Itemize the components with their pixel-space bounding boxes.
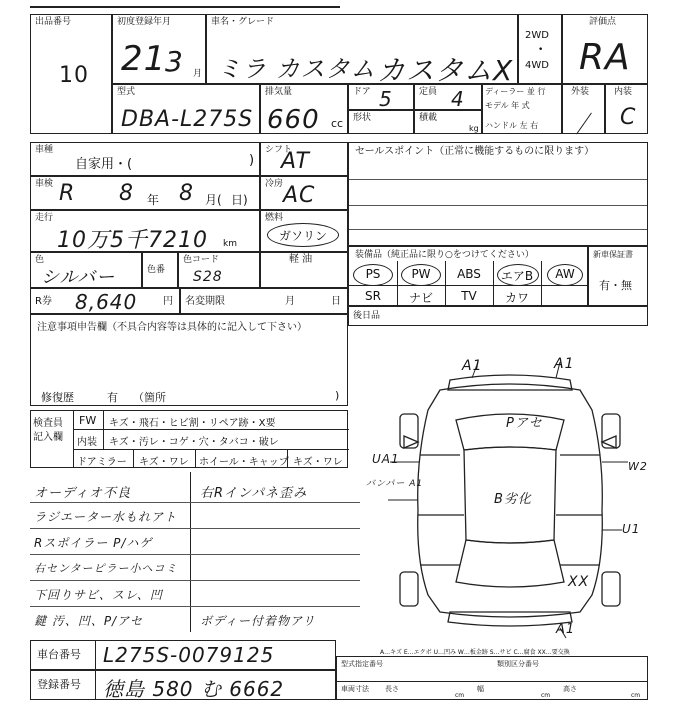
car-name: ミラ カスタム bbox=[217, 55, 376, 83]
equipment-label: 装備品（純正品に限り○をつけてください） bbox=[355, 250, 534, 260]
drive-2wd: 2WD bbox=[525, 30, 549, 41]
wheel-text: キズ・ワレ bbox=[293, 457, 343, 468]
cm-unit-3: cm bbox=[631, 692, 641, 699]
circle-ps bbox=[353, 264, 393, 286]
new-car-box bbox=[588, 246, 648, 306]
diagram-roof-label: Pアセ bbox=[506, 416, 543, 431]
recycle-value: 8,640 bbox=[75, 290, 138, 314]
displacement-label: 排気量 bbox=[265, 87, 293, 97]
month-unit: 月 bbox=[193, 69, 203, 79]
diagram-legend: A…キズ E…エクボ U…凹み W…板金跡 S…サビ C…腐食 XX…要交換 bbox=[380, 649, 570, 656]
score-value: RA bbox=[579, 37, 631, 78]
first-reg-label: 初度登録年月 bbox=[117, 17, 172, 27]
displacement-value: 660 bbox=[267, 105, 320, 135]
lot-number: 10 bbox=[59, 63, 89, 88]
remark-left-4: 右センターピラー小ヘコミ bbox=[34, 562, 178, 575]
exterior-box bbox=[562, 84, 605, 134]
remarks-divider bbox=[190, 472, 191, 632]
drive-dot: • bbox=[538, 45, 544, 55]
equipment-box bbox=[348, 246, 588, 306]
score-label: 評価点 bbox=[589, 17, 617, 27]
light-oil-box bbox=[260, 252, 348, 288]
remark-left-3: Rスポイラー P/ハゲ bbox=[34, 536, 153, 550]
equip-aw: AW bbox=[555, 267, 575, 281]
mileage-box bbox=[30, 210, 260, 252]
diagram-ua1-label: UA1 bbox=[372, 452, 400, 466]
class-label: 類別区分番号 bbox=[497, 660, 539, 668]
shape-box bbox=[348, 110, 414, 134]
car-name-box bbox=[206, 14, 518, 87]
use-value: 自家用・( bbox=[75, 157, 133, 172]
after-items-box bbox=[348, 306, 648, 326]
color-box bbox=[30, 252, 142, 288]
selling-line-3 bbox=[349, 229, 647, 230]
interior-label: 内装 bbox=[614, 87, 633, 97]
remarks-line-3 bbox=[30, 554, 360, 555]
inspection-month-unit: 月( bbox=[205, 193, 222, 207]
new-car-value: 有・無 bbox=[599, 279, 632, 292]
spec-divider bbox=[337, 681, 647, 682]
car-name-label: 車名・グレード bbox=[211, 17, 275, 27]
equip-row-divider bbox=[349, 285, 587, 286]
first-reg-month: 3 bbox=[165, 45, 184, 78]
cc-unit: cc bbox=[331, 117, 344, 130]
wheel-label: ホイール・キャップ bbox=[199, 457, 289, 468]
doors-label: ドア bbox=[353, 87, 371, 97]
diagram-xx-label: XX bbox=[568, 574, 590, 590]
remarks-area bbox=[30, 472, 360, 632]
diagram-u1-label: U1 bbox=[622, 522, 641, 536]
exterior-slash bbox=[576, 113, 592, 135]
equip-pw: PW bbox=[411, 267, 431, 281]
diagram-labels bbox=[360, 350, 660, 640]
yen-unit: 円 bbox=[163, 296, 173, 307]
drive-4wd: 4WD bbox=[525, 60, 549, 71]
color-no-label: 色番 bbox=[147, 265, 166, 275]
interior-score: C bbox=[620, 105, 637, 130]
repair-place: （箇所 bbox=[133, 391, 166, 404]
selling-points-box bbox=[348, 142, 648, 246]
grade: カスタムX bbox=[377, 54, 514, 87]
mirror-text: キズ・ワレ bbox=[139, 457, 189, 468]
shift-value: AT bbox=[281, 149, 310, 174]
handle-label: ハンドル 左 右 bbox=[485, 121, 539, 130]
shift-label: シフト bbox=[265, 145, 293, 155]
use-box bbox=[30, 142, 260, 176]
recycle-label: R券 bbox=[35, 296, 52, 307]
cm-unit-2: cm bbox=[541, 692, 551, 699]
displacement-box bbox=[260, 84, 348, 134]
first-reg-year: 21 bbox=[121, 39, 167, 79]
inspection-month: 8 bbox=[179, 181, 194, 206]
inspector-div-2 bbox=[103, 411, 104, 449]
shape-label: 形状 bbox=[353, 113, 372, 123]
diagram-a1-top-right: A1 bbox=[554, 356, 575, 372]
shift-box bbox=[260, 142, 348, 176]
ac-label: 冷房 bbox=[265, 179, 284, 189]
repair-close: ) bbox=[335, 389, 340, 402]
exterior-label: 外装 bbox=[571, 87, 590, 97]
fuel-value: ガソリン bbox=[279, 229, 328, 243]
km-unit: km bbox=[223, 239, 237, 249]
length-label: 車両寸法 bbox=[341, 685, 369, 693]
fuel-box bbox=[260, 210, 348, 252]
remark-left-5: 下回りサビ、スレ、凹 bbox=[34, 588, 163, 602]
diagram-a1-top-left: A1 bbox=[462, 358, 483, 374]
name-change-month: 月 bbox=[285, 296, 295, 307]
name-change-day: 日 bbox=[331, 296, 341, 307]
registration-divider bbox=[95, 671, 96, 699]
circle-pw bbox=[401, 264, 441, 286]
remarks-line-2 bbox=[30, 528, 360, 529]
inspector-row-2 bbox=[73, 449, 349, 450]
model-box bbox=[112, 84, 260, 134]
first-reg-box bbox=[112, 14, 206, 84]
notes-box bbox=[30, 314, 348, 406]
equip-abs: ABS bbox=[457, 267, 481, 281]
equip-leather: カワ bbox=[504, 291, 529, 305]
equip-tv: TV bbox=[461, 289, 477, 303]
selling-line-1 bbox=[349, 179, 647, 180]
repair-label: 修復歴 bbox=[41, 391, 74, 404]
inspector-label-1: 検査員 bbox=[33, 418, 63, 429]
remark-left-1: オーディオ不良 bbox=[34, 486, 131, 501]
remark-right-1: 右Rインパネ歪み bbox=[200, 486, 308, 501]
inspector-div-5 bbox=[287, 449, 288, 467]
equip-sr: SR bbox=[365, 289, 381, 303]
lot-number-box bbox=[30, 14, 112, 134]
remark-right-2: ボディー付着物アリ bbox=[200, 614, 316, 628]
inspector-box bbox=[30, 410, 348, 468]
use-close: ) bbox=[249, 153, 255, 168]
load-label: 積載 bbox=[419, 113, 438, 123]
cm-unit-1: cm bbox=[455, 692, 465, 699]
fw-label: FW bbox=[79, 414, 97, 427]
registration-label: 登録番号 bbox=[37, 678, 81, 691]
inspection-year: 8 bbox=[119, 181, 134, 206]
fuel-label: 燃料 bbox=[265, 213, 284, 223]
interior-box bbox=[605, 84, 648, 134]
ac-value: AC bbox=[283, 183, 316, 208]
inspection-year-unit: 年 bbox=[147, 193, 160, 207]
lot-label: 出品番号 bbox=[35, 17, 72, 27]
remark-left-2: ラジエーター水もれアト bbox=[34, 510, 178, 524]
chassis-value: L275S-0079125 bbox=[103, 643, 275, 667]
model-value: DBA-L275S bbox=[121, 107, 254, 132]
ac-box bbox=[260, 176, 348, 210]
chassis-box bbox=[30, 640, 336, 670]
inspector-label-2: 記入欄 bbox=[33, 432, 63, 443]
remarks-line-4 bbox=[30, 580, 360, 581]
inspection-label: 車検 bbox=[35, 179, 54, 189]
capacity-label: 定員 bbox=[419, 87, 438, 97]
color-code-box bbox=[178, 252, 260, 288]
spec-box bbox=[336, 656, 648, 700]
name-change-box bbox=[180, 288, 348, 314]
model-label: 型式 bbox=[117, 87, 136, 97]
diagram-w2-label: W2 bbox=[628, 460, 648, 473]
inspector-row-1 bbox=[73, 429, 349, 430]
dealer-box bbox=[482, 84, 562, 134]
doors-box bbox=[348, 84, 414, 110]
kg-unit: kg bbox=[469, 124, 479, 133]
equip-airbag: エアB bbox=[500, 269, 534, 283]
after-items-label: 後日品 bbox=[353, 311, 381, 321]
inspection-day-unit: 日) bbox=[231, 193, 248, 207]
color-code-value: S28 bbox=[193, 269, 223, 285]
fw-text: キズ・飛石・ヒビ割・リペア跡・X要 bbox=[109, 418, 276, 429]
capacity-value: 4 bbox=[451, 87, 465, 111]
load-box bbox=[414, 110, 482, 134]
registration-value: 徳島 580 む 6662 bbox=[103, 677, 285, 701]
diagram-bumper-label: バンパー A1 bbox=[366, 479, 424, 489]
color-value: シルバー bbox=[41, 267, 116, 288]
mileage-value: 10万5千7210 bbox=[57, 228, 208, 253]
color-code-label: 色コード bbox=[183, 255, 220, 265]
selling-line-2 bbox=[349, 205, 647, 206]
capacity-box bbox=[414, 84, 482, 110]
diagram-a1-bottom: A1 bbox=[556, 622, 576, 637]
circle-aw bbox=[547, 264, 583, 286]
equip-navi: ナビ bbox=[408, 291, 433, 305]
circle-airbag bbox=[497, 264, 539, 286]
interior-check-label: 内装 bbox=[77, 437, 97, 448]
drive-box bbox=[518, 14, 562, 84]
diagram-hood-label: B劣化 bbox=[494, 492, 532, 507]
height-sub: 高さ bbox=[563, 685, 577, 693]
dealer-label: ディーラー 並 行 bbox=[485, 87, 546, 96]
selling-points-label: セールスポイント（正常に機能するものに限ります） bbox=[355, 146, 595, 157]
name-change-label: 名変期限 bbox=[185, 296, 225, 307]
cert-label: 型式指定番号 bbox=[341, 660, 383, 668]
score-box bbox=[562, 14, 648, 84]
remarks-line-1 bbox=[30, 502, 360, 503]
equip-ps: PS bbox=[365, 267, 381, 281]
inspector-div-4 bbox=[195, 449, 196, 467]
recycle-box bbox=[30, 288, 180, 314]
width-sub: 幅 bbox=[477, 685, 484, 693]
model-year-label: モデル 年 式 bbox=[485, 101, 530, 110]
registration-box bbox=[30, 670, 336, 700]
doors-value: 5 bbox=[379, 87, 393, 111]
interior-check-text: キズ・汚レ・コゲ・穴・タバコ・破レ bbox=[109, 437, 279, 448]
inspector-div-1 bbox=[73, 411, 74, 467]
color-no-box bbox=[142, 252, 178, 288]
length-sub: 長さ bbox=[385, 685, 399, 693]
remark-left-6: 鍵 汚、凹、P/アセ bbox=[34, 614, 143, 628]
use-label: 車種 bbox=[35, 145, 54, 155]
color-label: 色 bbox=[35, 255, 45, 265]
repair-have: 有 bbox=[107, 391, 118, 404]
inspection-era: R bbox=[59, 181, 76, 206]
mirror-label: ドアミラー bbox=[77, 457, 127, 468]
light-oil-label: 軽 油 bbox=[289, 254, 313, 265]
new-car-label: 新車保証書 bbox=[593, 250, 633, 259]
chassis-divider bbox=[95, 641, 96, 669]
inspector-div-3 bbox=[133, 449, 134, 467]
mileage-label: 走行 bbox=[35, 213, 54, 223]
remarks-line-5 bbox=[30, 606, 360, 607]
top-cutoff-bar bbox=[30, 0, 340, 8]
notes-label: 注意事項申告欄（不具合内容等は具体的に記入して下さい） bbox=[37, 322, 307, 333]
inspection-box bbox=[30, 176, 260, 210]
chassis-label: 車台番号 bbox=[37, 648, 81, 661]
